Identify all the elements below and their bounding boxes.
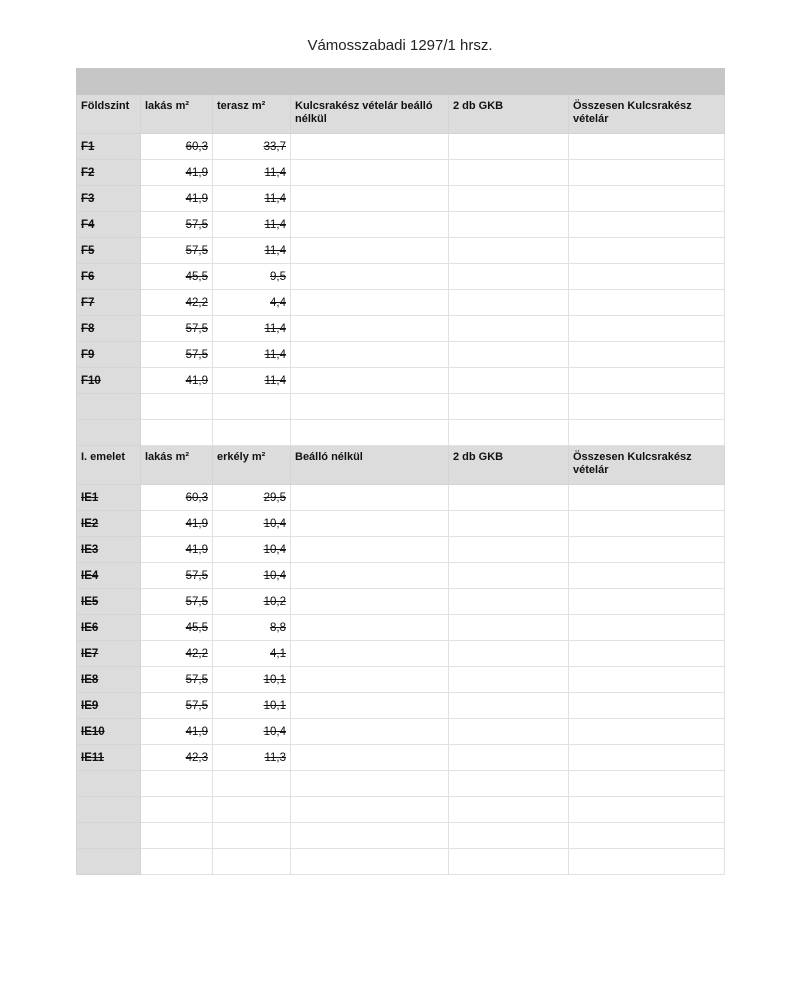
unit-id-cell-value: F5 (81, 244, 95, 257)
outdoor-area-cell (213, 719, 291, 745)
unit-id-cell (77, 238, 141, 264)
table-row (77, 342, 725, 368)
table-row (77, 316, 725, 342)
outdoor-area-cell-value: 11,4 (264, 348, 286, 361)
apartment-area-cell-value: 45,5 (185, 270, 208, 283)
total-price-cell (569, 290, 725, 316)
apartment-area-cell (141, 537, 213, 563)
parking-cell (449, 342, 569, 368)
unit-id-cell (77, 134, 141, 160)
price-cell (291, 485, 449, 511)
table-row (77, 849, 725, 875)
header-cell: lakás m² (141, 446, 213, 485)
unit-id-cell-value: F2 (81, 166, 95, 179)
parking-cell (449, 693, 569, 719)
outdoor-area-cell (213, 589, 291, 615)
table-row (77, 368, 725, 394)
apartment-area-cell-value: 42,3 (185, 751, 208, 764)
apartment-area-cell-value: 60,3 (185, 491, 208, 504)
unit-id-cell (77, 563, 141, 589)
apartment-area-cell (141, 667, 213, 693)
price-cell (291, 537, 449, 563)
table-row (77, 394, 725, 420)
unit-id-cell (77, 160, 141, 186)
parking-cell (449, 667, 569, 693)
unit-id-cell (77, 615, 141, 641)
unit-id-cell (77, 368, 141, 394)
apartment-area-cell-value: 57,5 (185, 595, 208, 608)
outdoor-area-cell-value: 10,2 (263, 595, 286, 608)
header-cell: Összesen Kulcsrakész vételár (569, 95, 725, 134)
parking-cell (449, 134, 569, 160)
total-price-cell (569, 667, 725, 693)
header-cell: 2 db GKB (449, 95, 569, 134)
price-cell (291, 238, 449, 264)
apartment-area-cell (141, 589, 213, 615)
apartment-area-cell (141, 342, 213, 368)
unit-id-cell-value: IE6 (81, 621, 99, 634)
outdoor-area-cell (213, 693, 291, 719)
total-price-cell (569, 511, 725, 537)
outdoor-area-cell-value: 33,7 (263, 140, 286, 153)
outdoor-area-cell-value: 11,4 (264, 166, 286, 179)
header-cell: Kulcsrakész vételár beálló nélkül (291, 95, 449, 134)
price-cell (291, 290, 449, 316)
price-cell (291, 719, 449, 745)
unit-id-cell (77, 719, 141, 745)
outdoor-area-cell-value: 11,4 (264, 218, 286, 231)
parking-cell (449, 745, 569, 771)
unit-id-cell-value: IE9 (81, 699, 99, 712)
outdoor-area-cell-value: 4,1 (270, 647, 286, 660)
parking-cell (449, 511, 569, 537)
unit-id-cell (77, 212, 141, 238)
price-cell (291, 212, 449, 238)
total-price-cell (569, 134, 725, 160)
first-floor-header-row (77, 446, 725, 485)
outdoor-area-cell (213, 537, 291, 563)
outdoor-area-cell-value: 10,4 (263, 725, 286, 738)
parking-cell (449, 186, 569, 212)
unit-id-cell (77, 342, 141, 368)
outdoor-area-cell (213, 745, 291, 771)
unit-id-cell-value: IE3 (81, 543, 99, 556)
apartment-area-cell-value: 41,9 (185, 517, 208, 530)
apartment-area-cell-value: 57,5 (185, 348, 208, 361)
parking-cell (449, 212, 569, 238)
unit-id-cell (77, 537, 141, 563)
apartment-area-cell-value: 41,9 (185, 192, 208, 205)
parking-cell (449, 641, 569, 667)
outdoor-area-cell (213, 290, 291, 316)
table-row (77, 420, 725, 446)
outdoor-area-cell-value: 11,4 (264, 322, 286, 335)
header-cell: Beálló nélkül (291, 446, 449, 485)
total-price-cell (569, 316, 725, 342)
apartment-area-cell (141, 290, 213, 316)
table-row (77, 134, 725, 160)
price-cell (291, 615, 449, 641)
table-row (77, 797, 725, 823)
table-row (77, 745, 725, 771)
outdoor-area-cell (213, 134, 291, 160)
outdoor-area-cell-value: 10,4 (263, 569, 286, 582)
apartment-area-cell (141, 719, 213, 745)
total-price-cell (569, 537, 725, 563)
price-cell (291, 667, 449, 693)
apartment-area-cell-value: 57,5 (185, 218, 208, 231)
price-cell (291, 316, 449, 342)
total-price-cell (569, 160, 725, 186)
unit-id-cell (77, 589, 141, 615)
apartment-area-cell (141, 264, 213, 290)
unit-id-cell-value: F4 (81, 218, 95, 231)
unit-id-cell (77, 186, 141, 212)
parking-cell (449, 316, 569, 342)
unit-id-cell-value: F8 (81, 322, 95, 335)
unit-id-cell (77, 264, 141, 290)
outdoor-area-cell (213, 563, 291, 589)
table-row (77, 485, 725, 511)
outdoor-area-cell (213, 238, 291, 264)
table-row (77, 771, 725, 797)
unit-id-cell-value: F7 (81, 296, 95, 309)
table-row (77, 615, 725, 641)
apartment-area-cell-value: 57,5 (185, 244, 208, 257)
table-row (77, 589, 725, 615)
unit-id-cell-value: IE2 (81, 517, 99, 530)
parking-cell (449, 563, 569, 589)
page-title: Vámosszabadi 1297/1 hrsz. (307, 37, 493, 54)
unit-id-cell-value: IE10 (81, 725, 105, 738)
price-cell (291, 368, 449, 394)
table-row (77, 511, 725, 537)
unit-id-cell (77, 511, 141, 537)
outdoor-area-cell-value: 8,8 (270, 621, 286, 634)
outdoor-area-cell (213, 615, 291, 641)
total-price-cell (569, 615, 725, 641)
apartment-area-cell-value: 41,9 (185, 166, 208, 179)
price-cell (291, 186, 449, 212)
header-cell: Összesen Kulcsrakész vételár (569, 446, 725, 485)
total-price-cell (569, 342, 725, 368)
header-cell: terasz m² (213, 95, 291, 134)
price-cell (291, 641, 449, 667)
outdoor-area-cell-value: 10,4 (263, 517, 286, 530)
apartment-area-cell-value: 57,5 (185, 673, 208, 686)
table-row (77, 290, 725, 316)
total-price-cell (569, 693, 725, 719)
apartment-area-cell (141, 511, 213, 537)
apartment-area-cell (141, 186, 213, 212)
price-cell (291, 134, 449, 160)
outdoor-area-cell (213, 511, 291, 537)
ground-floor-rows (77, 134, 725, 394)
apartment-area-cell (141, 212, 213, 238)
apartment-area-cell-value: 41,9 (185, 374, 208, 387)
outdoor-area-cell-value: 9,5 (270, 270, 286, 283)
table-row (77, 212, 725, 238)
parking-cell (449, 264, 569, 290)
outdoor-area-cell (213, 368, 291, 394)
price-table (76, 68, 725, 875)
header-cell: I. emelet (77, 446, 141, 485)
outdoor-area-cell (213, 316, 291, 342)
apartment-area-cell (141, 160, 213, 186)
table-row (77, 719, 725, 745)
header-cell: Földszint (77, 95, 141, 134)
parking-cell (449, 589, 569, 615)
apartment-area-cell-value: 42,2 (185, 647, 208, 660)
outdoor-area-cell-value: 10,4 (263, 543, 286, 556)
outdoor-area-cell-value: 10,1 (263, 673, 286, 686)
apartment-area-cell-value: 57,5 (185, 569, 208, 582)
outdoor-area-cell (213, 212, 291, 238)
header-cell: 2 db GKB (449, 446, 569, 485)
outdoor-area-cell (213, 186, 291, 212)
unit-id-cell (77, 745, 141, 771)
apartment-area-cell (141, 563, 213, 589)
total-price-cell (569, 264, 725, 290)
parking-cell (449, 615, 569, 641)
price-cell (291, 693, 449, 719)
total-price-cell (569, 186, 725, 212)
unit-id-cell-value: F3 (81, 192, 95, 205)
table-row (77, 823, 725, 849)
total-price-cell (569, 589, 725, 615)
unit-id-cell (77, 693, 141, 719)
price-cell (291, 264, 449, 290)
apartment-area-cell-value: 41,9 (185, 543, 208, 556)
apartment-area-cell-value: 57,5 (185, 699, 208, 712)
table-row (77, 186, 725, 212)
parking-cell (449, 537, 569, 563)
unit-id-cell-value: F1 (81, 140, 95, 153)
price-cell (291, 589, 449, 615)
table-top-bar (77, 69, 725, 95)
table-row (77, 537, 725, 563)
outdoor-area-cell (213, 667, 291, 693)
table-row (77, 641, 725, 667)
unit-id-cell (77, 641, 141, 667)
unit-id-cell-value: IE8 (81, 673, 99, 686)
unit-id-cell-value: F6 (81, 270, 95, 283)
unit-id-cell (77, 485, 141, 511)
parking-cell (449, 719, 569, 745)
table-row (77, 238, 725, 264)
outdoor-area-cell-value: 11,4 (264, 244, 286, 257)
unit-id-cell (77, 667, 141, 693)
parking-cell (449, 485, 569, 511)
outdoor-area-cell-value: 4,4 (270, 296, 286, 309)
price-cell (291, 745, 449, 771)
outdoor-area-cell (213, 641, 291, 667)
first-floor-rows (77, 485, 725, 771)
parking-cell (449, 368, 569, 394)
price-cell (291, 563, 449, 589)
parking-cell (449, 238, 569, 264)
outdoor-area-cell (213, 485, 291, 511)
apartment-area-cell (141, 745, 213, 771)
outdoor-area-cell-value: 11,3 (264, 751, 286, 764)
total-price-cell (569, 719, 725, 745)
outdoor-area-cell-value: 29,5 (263, 491, 286, 504)
outdoor-area-cell-value: 11,4 (264, 374, 286, 387)
unit-id-cell-value: IE7 (81, 647, 99, 660)
apartment-area-cell (141, 316, 213, 342)
apartment-area-cell (141, 134, 213, 160)
apartment-area-cell (141, 641, 213, 667)
total-price-cell (569, 212, 725, 238)
apartment-area-cell (141, 615, 213, 641)
unit-id-cell-value: IE4 (81, 569, 99, 582)
apartment-area-cell-value: 45,5 (185, 621, 208, 634)
parking-cell (449, 290, 569, 316)
total-price-cell (569, 745, 725, 771)
apartment-area-cell (141, 693, 213, 719)
table-row (77, 693, 725, 719)
total-price-cell (569, 485, 725, 511)
apartment-area-cell (141, 238, 213, 264)
price-cell (291, 160, 449, 186)
unit-id-cell-value: F9 (81, 348, 95, 361)
apartment-area-cell (141, 368, 213, 394)
apartment-area-cell-value: 57,5 (185, 322, 208, 335)
price-cell (291, 511, 449, 537)
table-row (77, 667, 725, 693)
outdoor-area-cell-value: 11,4 (264, 192, 286, 205)
table-row (77, 160, 725, 186)
apartment-area-cell-value: 41,9 (185, 725, 208, 738)
unit-id-cell (77, 290, 141, 316)
apartment-area-cell-value: 42,2 (185, 296, 208, 309)
total-price-cell (569, 238, 725, 264)
total-price-cell (569, 368, 725, 394)
table-row (77, 264, 725, 290)
unit-id-cell-value: IE1 (81, 491, 99, 504)
table-row (77, 563, 725, 589)
unit-id-cell-value: F10 (81, 374, 101, 387)
outdoor-area-cell (213, 264, 291, 290)
ground-floor-header-row (77, 95, 725, 134)
unit-id-cell (77, 316, 141, 342)
outdoor-area-cell (213, 342, 291, 368)
unit-id-cell-value: IE5 (81, 595, 99, 608)
parking-cell (449, 160, 569, 186)
outdoor-area-cell-value: 10,1 (263, 699, 286, 712)
apartment-area-cell (141, 485, 213, 511)
unit-id-cell-value: IE11 (81, 751, 105, 764)
total-price-cell (569, 563, 725, 589)
header-cell: lakás m² (141, 95, 213, 134)
apartment-area-cell-value: 60,3 (185, 140, 208, 153)
outdoor-area-cell (213, 160, 291, 186)
header-cell: erkély m² (213, 446, 291, 485)
price-cell (291, 342, 449, 368)
total-price-cell (569, 641, 725, 667)
